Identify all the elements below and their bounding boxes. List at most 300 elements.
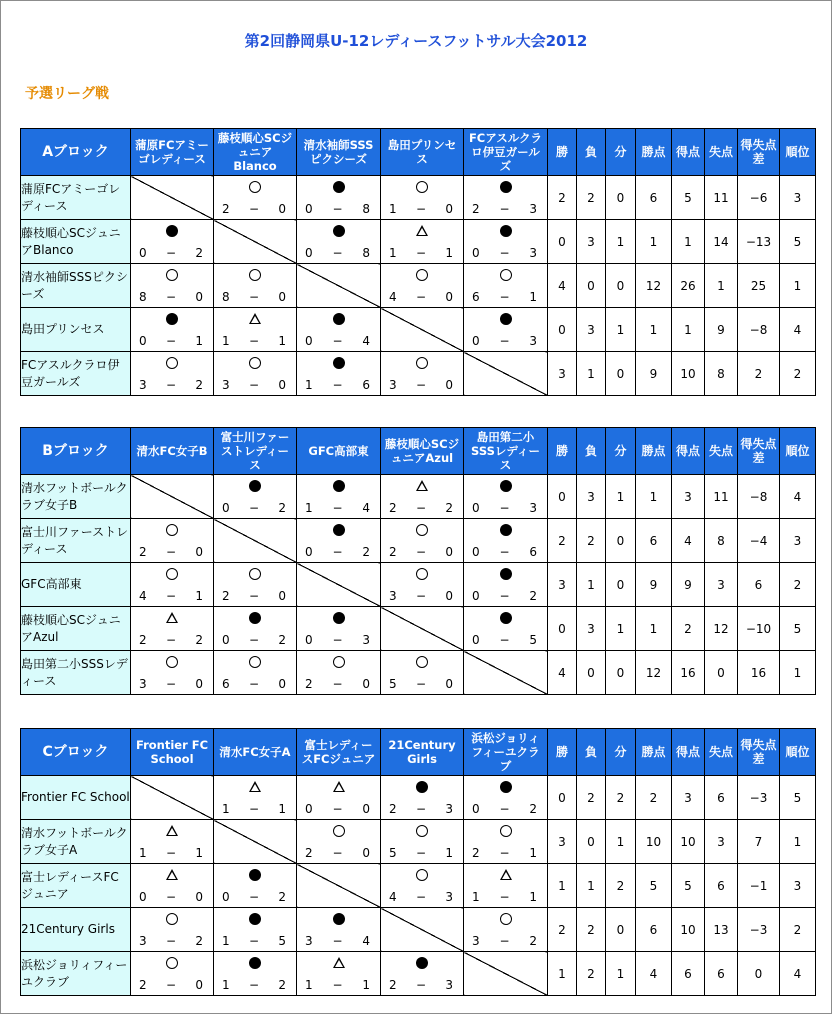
- match-score: [381, 545, 463, 559]
- score-separator: −: [165, 334, 177, 348]
- match-score: [464, 589, 547, 603]
- goals-for: 3: [472, 934, 480, 948]
- stat-value: 1: [606, 820, 636, 864]
- match-result-cell: [381, 864, 464, 908]
- win-mark-icon: [381, 269, 463, 284]
- loss-mark-icon: [131, 225, 213, 240]
- goals-for: 2: [305, 846, 313, 860]
- match-result-cell: [381, 651, 464, 695]
- goals-for: 3: [222, 378, 230, 392]
- tri-glyph-icon: [166, 825, 178, 836]
- score-separator: −: [499, 202, 510, 216]
- score-separator: −: [499, 934, 510, 948]
- match-score: [214, 677, 296, 691]
- ring-glyph-icon: [166, 913, 178, 925]
- stat-value: 3: [780, 176, 816, 220]
- match-score: [131, 633, 213, 647]
- goals-for: 3: [139, 934, 147, 948]
- block-name-header: Bブロック: [21, 428, 131, 475]
- stat-column-header: 得点: [672, 428, 705, 475]
- table-row: [21, 176, 816, 220]
- match-result-cell: [381, 519, 464, 563]
- goals-for: 8: [222, 290, 230, 304]
- match-result-cell: [464, 864, 548, 908]
- match-result-cell: [297, 176, 381, 220]
- tri-glyph-icon: [249, 781, 261, 792]
- match-score: [464, 802, 547, 816]
- stat-value: 1: [636, 308, 672, 352]
- score-separator: −: [415, 846, 427, 860]
- stat-value: 0: [738, 952, 780, 996]
- goals-against: 1: [445, 846, 453, 860]
- win-mark-icon: [381, 181, 463, 196]
- match-result-cell: [214, 264, 297, 308]
- win-mark-icon: [214, 269, 296, 284]
- team-name: Frontier FC School: [21, 776, 131, 820]
- ring-glyph-icon: [166, 524, 178, 536]
- score-separator: −: [248, 501, 260, 515]
- stat-column-header: 勝点: [636, 729, 672, 776]
- goals-against: 0: [195, 890, 203, 904]
- team-name: 富士川ファーストレディース: [21, 519, 131, 563]
- loss-mark-icon: [214, 612, 296, 627]
- stat-value: 2: [577, 776, 606, 820]
- stat-value: 5: [780, 220, 816, 264]
- stat-value: 26: [672, 264, 705, 308]
- score-separator: −: [165, 589, 177, 603]
- match-score: [297, 334, 380, 348]
- goals-for: 0: [472, 545, 480, 559]
- match-result-cell: [214, 475, 297, 519]
- match-score: [464, 934, 547, 948]
- tri-glyph-icon: [166, 612, 178, 623]
- self-match-cell: [131, 475, 214, 519]
- goals-against: 8: [362, 202, 370, 216]
- match-result-cell: [214, 176, 297, 220]
- ring-glyph-icon: [166, 957, 178, 969]
- score-separator: −: [248, 290, 260, 304]
- stat-value: 6: [672, 952, 705, 996]
- goals-for: 2: [139, 633, 147, 647]
- score-separator: −: [332, 334, 343, 348]
- team-name: 浜松ジョリィフィーユクラブ: [21, 952, 131, 996]
- stat-value: 1: [780, 651, 816, 695]
- loss-mark-icon: [297, 313, 380, 328]
- match-result-cell: [464, 308, 548, 352]
- match-score: [464, 290, 547, 304]
- win-mark-icon: [214, 181, 296, 196]
- match-score: [131, 934, 213, 948]
- stat-value: 3: [577, 308, 606, 352]
- match-result-cell: [381, 475, 464, 519]
- goals-against: 2: [278, 633, 286, 647]
- ring-glyph-icon: [416, 357, 428, 369]
- score-separator: −: [165, 934, 177, 948]
- match-score: [464, 202, 547, 216]
- win-mark-icon: [381, 656, 463, 671]
- stat-column-header: 得失点差: [738, 729, 780, 776]
- match-result-cell: [381, 776, 464, 820]
- score-separator: −: [248, 890, 260, 904]
- match-score: [464, 890, 547, 904]
- ring-glyph-icon: [333, 825, 345, 837]
- stat-value: 25: [738, 264, 780, 308]
- goals-against: 2: [529, 802, 537, 816]
- tri-glyph-icon: [249, 313, 261, 324]
- goals-against: 0: [278, 202, 286, 216]
- opponent-column-header: FCアスルクラロ伊豆ガールズ: [464, 129, 548, 176]
- stat-value: 0: [606, 519, 636, 563]
- loss-mark-icon: [297, 357, 380, 372]
- team-name: 21Century Girls: [21, 908, 131, 952]
- score-separator: −: [499, 545, 510, 559]
- match-result-cell: [297, 607, 381, 651]
- stat-value: 2: [672, 607, 705, 651]
- stat-value: 0: [548, 220, 577, 264]
- goals-for: 1: [305, 378, 313, 392]
- goals-for: 0: [305, 246, 313, 260]
- stat-value: 2: [780, 563, 816, 607]
- match-result-cell: [464, 264, 548, 308]
- match-score: [214, 978, 296, 992]
- match-score: [381, 802, 463, 816]
- stat-column-header: 順位: [780, 428, 816, 475]
- win-mark-icon: [131, 357, 213, 372]
- stat-value: 3: [577, 607, 606, 651]
- goals-for: 0: [472, 246, 480, 260]
- team-name: 清水袖師SSSピクシーズ: [21, 264, 131, 308]
- dot-glyph-icon: [500, 225, 512, 237]
- score-separator: −: [499, 246, 510, 260]
- stat-value: 0: [606, 352, 636, 396]
- stat-value: 7: [738, 820, 780, 864]
- dot-glyph-icon: [416, 781, 428, 793]
- match-result-cell: [297, 475, 381, 519]
- match-score: [131, 334, 213, 348]
- stat-value: 16: [738, 651, 780, 695]
- ring-glyph-icon: [500, 269, 512, 281]
- self-match-cell: [381, 908, 464, 952]
- goals-against: 2: [278, 978, 286, 992]
- loss-mark-icon: [464, 781, 547, 796]
- win-mark-icon: [131, 957, 213, 972]
- goals-for: 0: [222, 633, 230, 647]
- score-separator: −: [165, 677, 177, 691]
- match-score: [381, 501, 463, 515]
- opponent-column-header: 浜松ジョリィフィーユクラブ: [464, 729, 548, 776]
- stat-value: 6: [705, 952, 738, 996]
- score-separator: −: [499, 501, 510, 515]
- goals-for: 2: [389, 802, 397, 816]
- ring-glyph-icon: [166, 656, 178, 668]
- tri-glyph-icon: [166, 869, 178, 880]
- stat-value: 3: [705, 563, 738, 607]
- table-row: [21, 864, 816, 908]
- stat-value: 5: [636, 864, 672, 908]
- stat-value: 3: [672, 776, 705, 820]
- win-mark-icon: [464, 269, 547, 284]
- win-mark-icon: [214, 568, 296, 583]
- opponent-column-header: 島田第二小SSSレディース: [464, 428, 548, 475]
- match-result-cell: [214, 952, 297, 996]
- stat-value: −3: [738, 908, 780, 952]
- table-row: [21, 776, 816, 820]
- match-score: [214, 589, 296, 603]
- win-mark-icon: [131, 524, 213, 539]
- stat-value: 9: [636, 352, 672, 396]
- opponent-column-header: GFC高部東: [297, 428, 381, 475]
- goals-for: 2: [139, 978, 147, 992]
- stat-value: 1: [672, 220, 705, 264]
- loss-mark-icon: [297, 913, 380, 928]
- goals-against: 1: [195, 334, 203, 348]
- stat-column-header: 勝点: [636, 428, 672, 475]
- self-match-cell: [297, 563, 381, 607]
- score-separator: −: [332, 202, 343, 216]
- ring-glyph-icon: [249, 568, 261, 580]
- match-score: [381, 246, 463, 260]
- stat-value: 6: [738, 563, 780, 607]
- stat-value: 6: [636, 908, 672, 952]
- stat-value: 1: [636, 607, 672, 651]
- stat-value: 6: [705, 776, 738, 820]
- stat-column-header: 分: [606, 428, 636, 475]
- match-result-cell: [297, 908, 381, 952]
- goals-against: 2: [278, 890, 286, 904]
- goals-against: 1: [278, 802, 286, 816]
- stat-value: 4: [548, 264, 577, 308]
- stat-value: 3: [780, 864, 816, 908]
- loss-mark-icon: [214, 480, 296, 495]
- draw-mark-icon: [381, 480, 463, 494]
- match-score: [297, 633, 380, 647]
- stat-column-header: 順位: [780, 729, 816, 776]
- opponent-column-header: 清水FC女子A: [214, 729, 297, 776]
- score-separator: −: [165, 378, 177, 392]
- match-score: [381, 290, 463, 304]
- stat-column-header: 失点: [705, 428, 738, 475]
- goals-for: 6: [472, 290, 480, 304]
- stat-value: 16: [672, 651, 705, 695]
- score-separator: −: [415, 290, 427, 304]
- goals-against: 8: [362, 246, 370, 260]
- match-score: [214, 633, 296, 647]
- draw-mark-icon: [131, 612, 213, 626]
- dot-glyph-icon: [333, 313, 345, 325]
- dot-glyph-icon: [249, 869, 261, 881]
- match-score: [464, 846, 547, 860]
- goals-against: 0: [278, 378, 286, 392]
- self-match-cell: [381, 607, 464, 651]
- goals-for: 2: [389, 501, 397, 515]
- opponent-column-header: Frontier FC School: [131, 729, 214, 776]
- score-separator: −: [332, 246, 343, 260]
- score-separator: −: [415, 802, 427, 816]
- match-result-cell: [381, 176, 464, 220]
- stat-value: 1: [636, 475, 672, 519]
- goals-for: 2: [472, 846, 480, 860]
- goals-for: 2: [139, 545, 147, 559]
- score-separator: −: [165, 846, 177, 860]
- table-row: [21, 820, 816, 864]
- score-separator: −: [165, 545, 177, 559]
- goals-against: 0: [362, 677, 370, 691]
- loss-mark-icon: [464, 181, 547, 196]
- stat-value: 8: [705, 352, 738, 396]
- score-separator: −: [248, 802, 260, 816]
- win-mark-icon: [131, 656, 213, 671]
- stat-column-header: 得失点差: [738, 129, 780, 176]
- team-name: 島田プリンセス: [21, 308, 131, 352]
- goals-against: 2: [195, 246, 203, 260]
- score-separator: −: [332, 501, 343, 515]
- match-result-cell: [131, 220, 214, 264]
- stat-value: −8: [738, 475, 780, 519]
- match-score: [214, 378, 296, 392]
- score-separator: −: [332, 545, 343, 559]
- stat-column-header: 勝: [548, 729, 577, 776]
- stat-value: 4: [672, 519, 705, 563]
- dot-glyph-icon: [333, 480, 345, 492]
- dot-glyph-icon: [500, 524, 512, 536]
- stat-value: 14: [705, 220, 738, 264]
- stat-value: 5: [780, 607, 816, 651]
- goals-for: 5: [389, 846, 397, 860]
- score-separator: −: [415, 890, 427, 904]
- goals-against: 0: [278, 677, 286, 691]
- match-result-cell: [381, 352, 464, 396]
- win-mark-icon: [214, 357, 296, 372]
- stat-value: 5: [672, 176, 705, 220]
- stat-column-header: 得失点差: [738, 428, 780, 475]
- match-result-cell: [297, 776, 381, 820]
- stat-column-header: 失点: [705, 729, 738, 776]
- match-score: [381, 589, 463, 603]
- match-score: [297, 545, 380, 559]
- goals-for: 3: [389, 378, 397, 392]
- table-row: [21, 651, 816, 695]
- match-result-cell: [131, 519, 214, 563]
- goals-against: 2: [529, 589, 537, 603]
- goals-for: 0: [222, 501, 230, 515]
- draw-mark-icon: [131, 825, 213, 839]
- score-separator: −: [248, 677, 260, 691]
- dot-glyph-icon: [333, 357, 345, 369]
- match-result-cell: [464, 820, 548, 864]
- match-score: [131, 545, 213, 559]
- stat-value: 10: [636, 820, 672, 864]
- goals-against: 2: [529, 934, 537, 948]
- team-name: 島田第二小SSSレディース: [21, 651, 131, 695]
- dot-glyph-icon: [500, 181, 512, 193]
- dot-glyph-icon: [166, 313, 178, 325]
- stat-value: −10: [738, 607, 780, 651]
- loss-mark-icon: [297, 480, 380, 495]
- match-score: [381, 677, 463, 691]
- goals-for: 0: [472, 802, 480, 816]
- stat-value: −6: [738, 176, 780, 220]
- stat-value: 0: [705, 651, 738, 695]
- stat-value: −1: [738, 864, 780, 908]
- goals-for: 3: [389, 589, 397, 603]
- tri-glyph-icon: [333, 781, 345, 792]
- match-score: [131, 890, 213, 904]
- goals-for: 6: [222, 677, 230, 691]
- stat-column-header: 勝: [548, 129, 577, 176]
- stat-value: 1: [705, 264, 738, 308]
- match-result-cell: [131, 563, 214, 607]
- ring-glyph-icon: [249, 656, 261, 668]
- match-result-cell: [131, 308, 214, 352]
- stat-value: 9: [672, 563, 705, 607]
- match-score: [214, 334, 296, 348]
- dot-glyph-icon: [333, 181, 345, 193]
- goals-for: 0: [222, 890, 230, 904]
- goals-against: 2: [195, 633, 203, 647]
- section-subtitle: 予選リーグ戦: [25, 86, 109, 102]
- score-separator: −: [248, 589, 260, 603]
- stat-column-header: 負: [577, 129, 606, 176]
- score-separator: −: [332, 802, 343, 816]
- goals-against: 0: [445, 677, 453, 691]
- loss-mark-icon: [464, 225, 547, 240]
- dot-glyph-icon: [249, 480, 261, 492]
- ring-glyph-icon: [416, 568, 428, 580]
- team-name: 蒲原FCアミーゴレディース: [21, 176, 131, 220]
- table-row: [21, 264, 816, 308]
- win-mark-icon: [297, 656, 380, 671]
- stat-column-header: 勝点: [636, 129, 672, 176]
- goals-against: 0: [362, 846, 370, 860]
- dot-glyph-icon: [333, 524, 345, 536]
- stat-value: 3: [577, 220, 606, 264]
- self-match-cell: [297, 864, 381, 908]
- goals-against: 5: [529, 633, 537, 647]
- stat-value: 2: [577, 176, 606, 220]
- goals-against: 0: [195, 290, 203, 304]
- goals-for: 4: [389, 890, 397, 904]
- self-match-cell: [381, 308, 464, 352]
- match-result-cell: [131, 607, 214, 651]
- ring-glyph-icon: [416, 181, 428, 193]
- loss-mark-icon: [297, 612, 380, 627]
- win-mark-icon: [131, 913, 213, 928]
- goals-for: 3: [305, 934, 313, 948]
- ring-glyph-icon: [249, 269, 261, 281]
- loss-mark-icon: [464, 313, 547, 328]
- stat-value: 5: [780, 776, 816, 820]
- goals-for: 1: [305, 978, 313, 992]
- stat-value: 1: [780, 820, 816, 864]
- goals-for: 1: [222, 978, 230, 992]
- stat-value: 2: [577, 952, 606, 996]
- match-score: [297, 378, 380, 392]
- stat-value: 2: [636, 776, 672, 820]
- goals-for: 2: [305, 677, 313, 691]
- loss-mark-icon: [381, 781, 463, 796]
- score-separator: −: [165, 290, 177, 304]
- stat-value: 1: [577, 352, 606, 396]
- goals-for: 2: [472, 202, 480, 216]
- stat-value: 0: [577, 820, 606, 864]
- team-name: FCアスルクラロ伊豆ガールズ: [21, 352, 131, 396]
- goals-against: 3: [445, 802, 453, 816]
- match-result-cell: [214, 651, 297, 695]
- loss-mark-icon: [464, 568, 547, 583]
- stat-value: 3: [548, 820, 577, 864]
- dot-glyph-icon: [500, 313, 512, 325]
- goals-for: 1: [389, 202, 397, 216]
